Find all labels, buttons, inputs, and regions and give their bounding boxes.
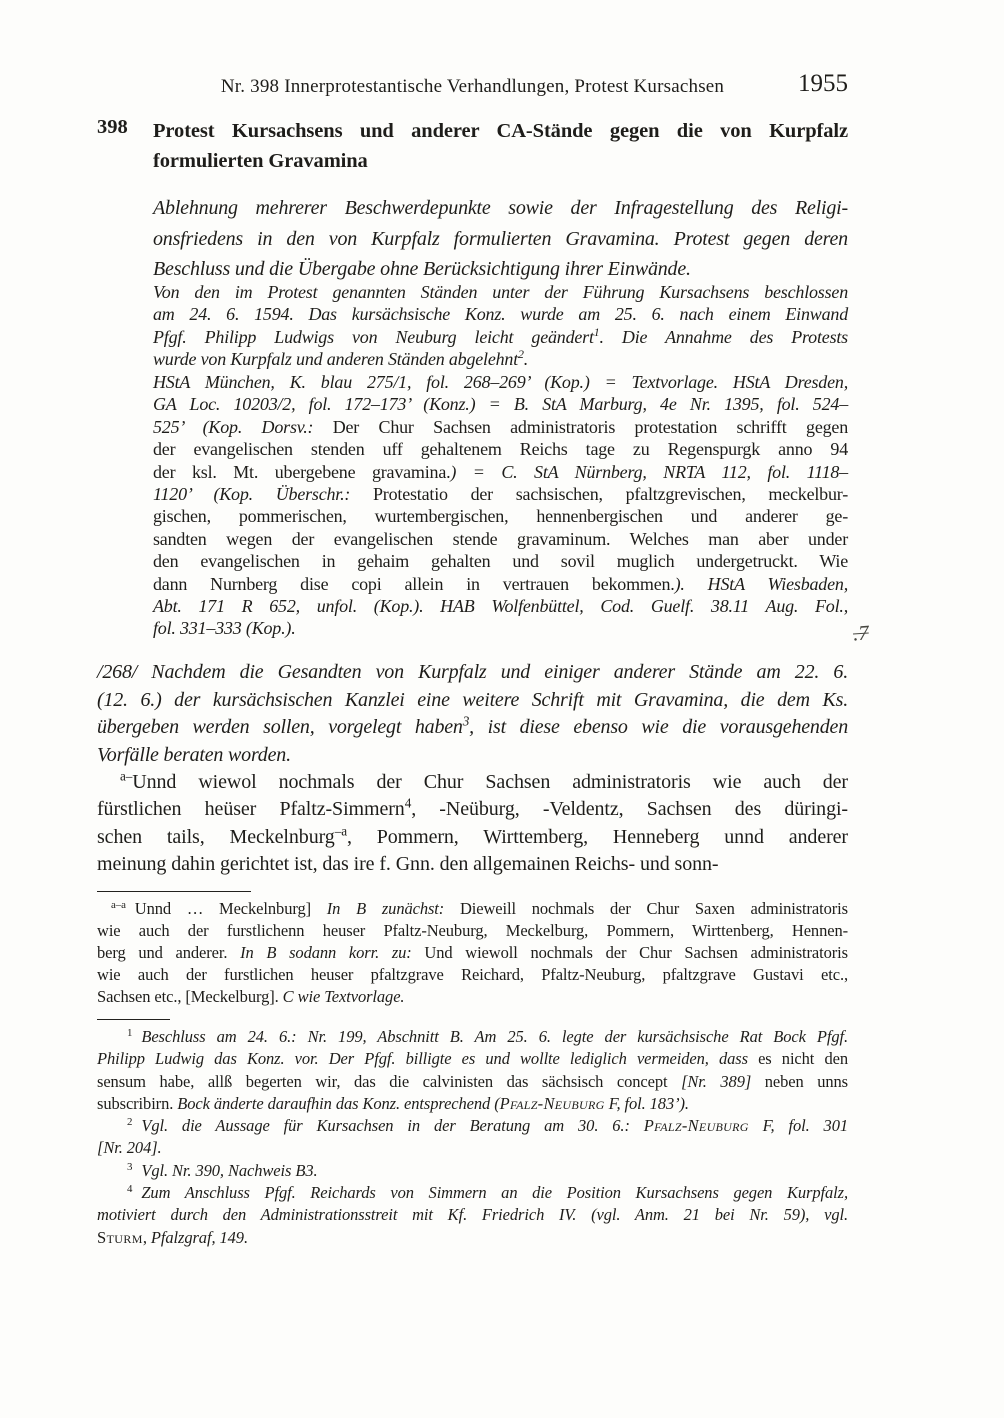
text-run: ). HStA Wiesbaden,	[674, 573, 848, 594]
text-run: neben unns	[751, 1071, 848, 1091]
superscript-note-ref: 2	[518, 347, 524, 362]
text-run: ) = C. StA Nürnberg, NRTA 112, fol. 1118–	[450, 461, 848, 482]
text-run: ,	[142, 1227, 151, 1247]
text-run: Abt. 171 R 652, unfol. (Kop.). HAB Wolfenbüttel, Cod. Guelf. 38.11 Aug. Fol.,	[153, 596, 848, 617]
text-run: subscribirn.	[97, 1093, 178, 1113]
running-title: Nr. 398 Innerprotestantische Verhandlungen, Protest Kursachsen	[220, 76, 725, 97]
text-line	[97, 687, 848, 715]
text-run: , Pommern, Wirttemberg, Henneberg unnd anderer	[346, 825, 848, 848]
text-run: schen tails, Meckelnburg	[97, 825, 335, 848]
text-run: wurde von Kurpfalz und anderen Ständen abgelehnt	[153, 349, 519, 370]
text-line	[97, 796, 848, 823]
text-line	[153, 371, 848, 393]
text-run: F, fol. 301	[748, 1116, 849, 1135]
text-line	[153, 505, 848, 527]
text-run: Vgl. die Aussage für Kursachsen in der Beratung am 30. 6.:	[141, 1116, 644, 1135]
text-line	[153, 146, 848, 176]
text-run: onsfriedens in den von Kurpfalz formulierten Gravamina. Protest gegen deren	[153, 227, 848, 250]
text-line	[97, 1026, 848, 1048]
text-run: Und wiewoll nochmals der Chur Sachsen administratoris	[424, 943, 848, 962]
text-line	[153, 393, 848, 415]
text-line	[153, 254, 848, 285]
text-line	[97, 851, 848, 878]
text-run: Unnd wiewol nochmals der Chur Sachsen administratoris wie auch der	[132, 771, 848, 793]
text-run: am 24. 6. 1594. Das kursächsische Konz. wurde am 25. 6. nach einem Einwand	[153, 304, 848, 325]
text-run: Zum Anschluss Pfgf. Reichards von Simmern an die Position Kursachsens gegen Kurpfalz,	[141, 1183, 848, 1202]
text-run: übergeben werden sollen, vorgelegt haben	[97, 716, 463, 738]
text-line	[153, 348, 848, 370]
text-run: [Nr. 204].	[97, 1138, 162, 1158]
text-run: Pfalz-Neuburg	[499, 1093, 605, 1113]
document-title-block	[97, 116, 848, 176]
text-line	[153, 438, 848, 460]
text-run: Dieweill nochmals der Chur Saxen administratoris	[459, 899, 848, 918]
text-run: F, fol. 183’).	[604, 1093, 689, 1113]
text-run: Der Chur Sachsen administratoris protestation schrifft gegen	[332, 416, 848, 437]
footnote-3	[97, 1160, 848, 1182]
footnote-4	[97, 1182, 848, 1249]
text-line	[97, 920, 848, 942]
text-run: den evangelischen in gehaim gehalten und sovil muglich undergetruckt. Wie	[153, 551, 848, 572]
text-line	[97, 942, 848, 964]
text-line	[97, 742, 848, 770]
text-run: Vgl. Nr. 390, Nachweis B3.	[141, 1161, 318, 1180]
superscript-note-ref: a–	[120, 768, 133, 784]
text-run: C wie Textvorlage.	[282, 987, 405, 1006]
text-run: In B sodann korr. zu:	[240, 943, 425, 962]
source-description	[153, 371, 848, 640]
critical-apparatus	[97, 898, 848, 1008]
text-line	[97, 1227, 848, 1249]
text-run: wie auch der furstlichenn heuser Pfaltz-Neuburg, Meckelburg, Pommern, Wirttenberg, Hennen-	[97, 921, 848, 940]
superscript-note-ref: 3	[462, 713, 470, 729]
text-line	[97, 714, 848, 742]
text-line	[97, 1160, 848, 1182]
text-line	[153, 461, 848, 483]
text-run: .	[523, 349, 529, 370]
superscript-note-ref: a–a	[111, 898, 126, 911]
superscript-note-ref: 4	[404, 795, 412, 811]
text-run: , ist diese ebenso wie die vorausgehenden	[469, 716, 849, 738]
text-line	[97, 659, 848, 687]
text-run: fol. 331–333 (Kop.).	[153, 618, 296, 639]
text-line	[97, 986, 848, 1008]
apparatus-separator-rule	[97, 891, 251, 892]
text-run: Protestatio der sachsischen, pfaltzgrevischen, meckelbur-	[373, 484, 848, 505]
running-header	[97, 70, 848, 108]
text-line	[153, 281, 848, 303]
text-line	[97, 964, 848, 986]
text-run: der evangelischen stenden uff gehaltenem Reichs tage zu Regenspurgk anno 94	[153, 439, 848, 460]
main-text	[97, 769, 848, 879]
text-run: Sachsen etc., [Meckelburg].	[97, 987, 283, 1006]
text-line	[153, 595, 848, 617]
text-run: /268/ Nachdem die Gesandten von Kurpfalz und einiger anderer Stände am 22. 6.	[97, 661, 848, 683]
text-run: der ksl. Mt. ubergebene gravamina.	[153, 461, 451, 482]
text-line	[97, 1182, 848, 1204]
page-content-column	[97, 0, 870, 1418]
text-run: Pfalz-Neuburg	[643, 1116, 749, 1135]
text-run: 1120’ (Kop. Überschr.:	[153, 484, 373, 505]
text-run: (12. 6.) der kursächsischen Kanzlei eine weitere Schrift mit Gravamina, die dem Ks.	[97, 688, 848, 711]
text-line	[153, 528, 848, 550]
text-run: 525’ (Kop. Dorsv.:	[153, 416, 333, 437]
text-run: Protest Kursachsens und anderer CA-Stände gegen die von Kurpfalz	[153, 120, 848, 142]
text-line	[97, 1115, 848, 1137]
text-run: Beschluss am 24. 6.: Nr. 199, Abschnitt B. Am 25. 6. legte der kursächsische Rat Bock Pfgf.	[141, 1027, 848, 1046]
page-number: 1955	[798, 70, 848, 97]
superscript-note-ref: 1	[127, 1026, 133, 1039]
footnote-separator-rule	[97, 1019, 170, 1020]
superscript-note-ref: 2	[127, 1115, 133, 1128]
text-line	[97, 1071, 848, 1093]
document-title	[153, 116, 848, 176]
provenance-note	[153, 281, 848, 371]
text-run: Unnd … Meckelnburg]	[134, 899, 327, 918]
text-run: Bock änderte daraufhin das Konz. entsprechend (	[177, 1093, 500, 1113]
text-run: fürstlichen heüser Pfaltz-Simmern	[97, 798, 405, 821]
text-line	[153, 573, 848, 595]
text-line	[153, 303, 848, 325]
text-line	[153, 326, 848, 348]
text-run: Von den im Protest genannten Ständen unter der Führung Kursachsens beschlossen	[153, 282, 848, 302]
text-line	[153, 416, 848, 438]
text-line	[153, 550, 848, 572]
text-run: Pfgf. Philipp Ludwigs von Neuburg leicht geändert	[153, 326, 594, 347]
text-run: In B zunächst:	[326, 899, 460, 918]
text-run: [Nr. 389]	[681, 1071, 752, 1091]
text-run: motiviert durch den Administrationsstreit mit Kf. Friedrich IV. (vgl. Anm. 21 bei Nr. 59), vgl.	[97, 1205, 848, 1225]
text-run: Pfalzgraf, 149.	[150, 1227, 248, 1247]
marginal-annotation: .7	[852, 620, 870, 646]
text-line	[97, 1137, 848, 1159]
text-line	[153, 224, 848, 255]
text-line	[97, 769, 848, 796]
text-run: GA Loc. 10203/2, fol. 172–173’ (Konz.) = B. StA Marburg, 4e Nr. 1395, fol. 524–	[153, 394, 848, 415]
text-run: Beschluss und die Übergabe ohne Berücksichtigung ihrer Einwände.	[153, 258, 691, 280]
text-line	[97, 824, 848, 851]
text-run: Vorfälle beraten worden.	[97, 743, 291, 766]
text-run: dann Nurnberg dise copi allein in vertrauen bekommen.	[153, 573, 675, 594]
text-run: . Die Annahme des Protests	[599, 326, 848, 347]
text-run: sandten wegen der evangelischen stende gravaminum. Welches man aber under	[153, 528, 848, 549]
editorial-introduction	[97, 659, 848, 769]
document-number: 398	[97, 116, 128, 138]
superscript-note-ref: 4	[127, 1182, 133, 1195]
text-line	[97, 1204, 848, 1226]
text-run: HStA München, K. blau 275/1, fol. 268–269’ (Kop.) = Textvorlage. HStA Dresden,	[153, 372, 848, 392]
superscript-note-ref: 1	[593, 324, 600, 339]
text-line	[153, 483, 848, 505]
text-run: , -Neüburg, -Veldentz, Sachsen des düringi-	[411, 798, 848, 821]
text-run: wie auch der furstlichen heuser pfaltzgrave Reichard, Pfaltz-Neuburg, pfaltzgrave Gustavi etc.,	[97, 965, 848, 984]
text-run: gischen, pommerischen, wurtembergischen, hennenbergischen und anderer ge-	[153, 506, 848, 527]
superscript-note-ref: 3	[127, 1160, 133, 1173]
footnote-1	[97, 1026, 848, 1115]
superscript-note-ref: –a	[334, 823, 347, 839]
text-line	[97, 898, 848, 920]
text-run: formulierten Gravamina	[153, 150, 368, 172]
text-run: meinung dahin gerichtet ist, das ire f. Gnn. den allgemainen Reichs- und sonn-	[97, 853, 719, 876]
text-line	[97, 1093, 848, 1115]
text-run: berg und anderer.	[97, 943, 241, 962]
text-run: es nicht den	[747, 1049, 848, 1069]
text-run: Philipp Ludwig das Konz. vor. Der Pfgf. billigte es und wollte lediglich vermeiden, dass	[97, 1049, 748, 1069]
text-line	[153, 193, 848, 224]
abstract-summary	[153, 193, 848, 285]
text-run: Ablehnung mehrerer Beschwerdepunkte sowie der Infragestellung des Religi-	[153, 197, 848, 219]
text-line	[153, 116, 848, 146]
text-run: sensum habe, allß begerten wir, das die calvinisten das sächsisch concept	[97, 1071, 682, 1091]
text-line	[153, 617, 848, 639]
text-line	[97, 1048, 848, 1070]
footnote-2	[97, 1115, 848, 1160]
text-run: Sturm	[97, 1227, 143, 1247]
